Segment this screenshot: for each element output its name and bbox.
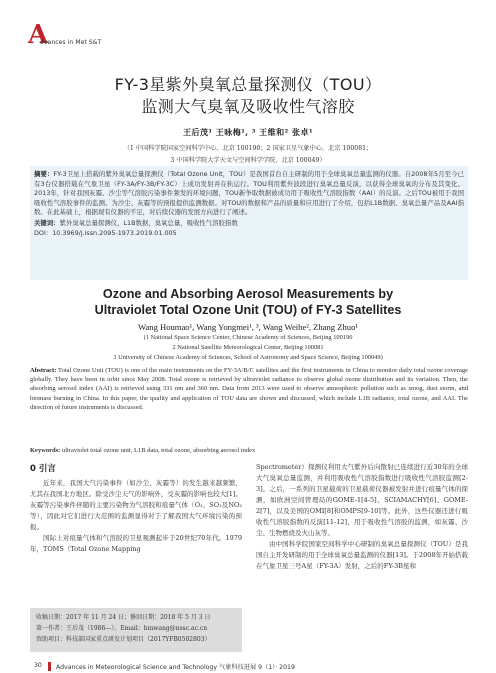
intro-paragraph-2: 国际上对痕量气体和气溶胶的卫星观测起步于20世纪70年代。1979年，TOMS（Total Ozone Mapping — [30, 534, 242, 553]
english-keywords — [30, 447, 468, 454]
page-footer — [0, 662, 496, 673]
doi-link[interactable]: 10.3969/j.issn.2095-1973.2019.01.005 — [52, 228, 177, 237]
first-author: 第一作者：王后茂（1986—）。Email：hmwang@nssc.ac.cn — [36, 625, 208, 632]
english-abstract-label: Abstract: — [30, 367, 57, 374]
english-abstract — [30, 366, 468, 412]
english-title-line1: Ozone and Absorbing Aerosol Measurements by — [102, 287, 394, 301]
doi-label: DOI： — [34, 228, 53, 237]
chinese-title-line2: 监测大气臭氧及吸收性气溶胶 — [141, 97, 355, 116]
abstract-text: FY-3卫星上搭载的紫外臭氧总量探测仪（Total Ozone Unit，TOU）是我国首台自主研制的用于全球臭氧总量监测的仪器。自2008年5月至今已有3台仪器搭载在气象卫星（FY-3A/FY-3B/FY-3C）上成功发射并在轨运行。TOU利用紫外波段进行臭氧总量反演，以获得全球臭氧的分布及其变化。2013年，针对我国灰霾、沙尘等气溶胶污染事件频发的环境问题，TOU新争取数据被成功用于吸收性气溶胶指数（AAI）的反演。之后TOU被用于我国吸收性气溶胶事件的监测。为沙尘、灰霾等的预报提供监测数据。对TOU的数据和产品的质量和应用进行了介绍，包括L1B数据、臭氧总量产品及AAI指数。在此基础上，根据现有仪器的不足，对后续仪器的发展方向进行了阐述。 — [34, 170, 465, 217]
chinese-authors: 王后茂¹ 王咏梅¹, ³ 王维和² 张卓¹ — [183, 127, 313, 137]
doi — [34, 229, 464, 239]
english-authors: Wang Houmao¹, Wang Yongmei¹, ³, Wang Weihe², Zhang Zhuo¹ — [138, 322, 358, 332]
left-column — [30, 462, 242, 555]
english-affiliation-2: 2 National Satellite Meteorological Center, Beijing 100081 — [172, 344, 324, 351]
journal-logo — [28, 22, 120, 56]
abstract-label: 摘要： — [34, 170, 54, 178]
right-paragraph-1: Spectrometer）探测仪利用大气紫外后向散射已连续进行近30年的全球大气臭氧总量监测，并利用吸收性气溶胶指数进行吸收性气溶胶监测[2-3]。之后，一系列的卫星载荷的卫星载荷仪器被发射并进行痕量气体的探测，如欧洲空间管理局的GOME-1[4-5]、SCIAMACHY[6]、GOME-2[7]，以及美国的OMI[8]和OMPS[9-10]等。此外，这些仪器还进行吸收性气溶胶指数的反演[11-12]，用于吸收性气溶胶的监测，如灰霾、沙尘、生物燃烧及火山灰等。 — [256, 463, 468, 537]
chinese-keywords — [34, 219, 464, 229]
footer-accent-bar — [48, 662, 51, 671]
right-column — [256, 462, 468, 572]
chinese-affiliation-1: （1 中国科学院国家空间科学中心，北京 100190；2 国家卫星气象中心，北京 100081； — [123, 145, 373, 152]
intro-paragraph-1: 近年来，我国大气污染事件（如沙尘、灰霾等）的发生越来越频繁，尤其在我国北方地区。除受沙尘天气的影响外，受灰霾的影响也较大[1]。灰霾等污染事件伴随的主要污染物为气溶胶和痕量气体（O₃、SO₂及NO₂等），因此对它们进行大范围的监测显得对于了解我国大气环境污染的预报。 — [30, 479, 242, 531]
page-number: 30 — [34, 662, 42, 669]
chinese-affiliation-2: 3 中国科学院大学天文与空间科学学院，北京 100049） — [170, 157, 326, 164]
logo-letter: A — [28, 20, 49, 50]
english-title-line2: Ultraviolet Total Ozone Unit (TOU) of FY-3 Satellites — [94, 303, 402, 317]
right-paragraph-2: 由中国科学院国家空间科学中心研制的臭氧总量探测仪（TOU）是我国自主开发研制的用于全球臭氧总量监测的仪器[13]。于2008年开始搭载在气象卫星三号A星（FY-3A）发射，之后的FY-3B星和 — [256, 540, 468, 570]
english-keywords-text: ultraviolet total ozone unit, L1B data, total ozone, absorbing aerosol index — [60, 447, 256, 454]
logo-subtitle: dvances in Met S&T — [40, 39, 102, 46]
english-keywords-label: Keywords: — [30, 447, 61, 454]
received-date: 收稿日期：2017 年 11 月 24 日；修回日期：2018 年 5 月 3 日 — [36, 614, 211, 621]
chinese-abstract — [34, 170, 464, 218]
keywords-text: 紫外臭氧总量探测仪，L1B数据，臭氧总量，吸收性气溶胶指数 — [59, 218, 238, 227]
section-heading-introduction: 0 引言 — [30, 464, 56, 474]
keywords-label: 关键词： — [34, 218, 60, 227]
article-info-box — [30, 608, 242, 652]
chinese-abstract-box — [30, 166, 468, 280]
chinese-title-line1: FY-3星紫外臭氧总量探测仪（TOU） — [114, 75, 382, 94]
english-abstract-text: Total Ozone Unit (TOU) is one of the main instruments on the FY-3A/B/C satellites and the first instruments in China to monitor daily total ozone coverage globally. They have been in orbit since May 2008. Total ozone is retrieved by ultraviolet radiance to observe global ozone distribution and its variation. Then, the absorbing aerosol index (AAI) is retrieved using 331 nm and 360 nm. Data from 2013 were used to observe atmospheric pollution such as smog, dust storm, and biomass burning in China. In this paper, the quality and application of TOU data are shown and discussed, which include L1B radiance, total ozone, and AAI. The direction of future instruments is discussed. — [30, 367, 468, 411]
english-affiliation-3: 3 University of Chinese Academy of Sciences, School of Astronomy and Space Science, Beijing 100049) — [113, 354, 383, 361]
funding: 资助项目：科技部国家重点研发计划项目（2017YFB0502803） — [36, 636, 211, 643]
journal-name: Advances in Meteorological Science and Technology 气象科技进展 9（1）· 2019 — [56, 664, 295, 671]
english-affiliation-1: (1 National Space Science Center, Chinese Academy of Sciences, Beijing 100190 — [143, 334, 353, 341]
